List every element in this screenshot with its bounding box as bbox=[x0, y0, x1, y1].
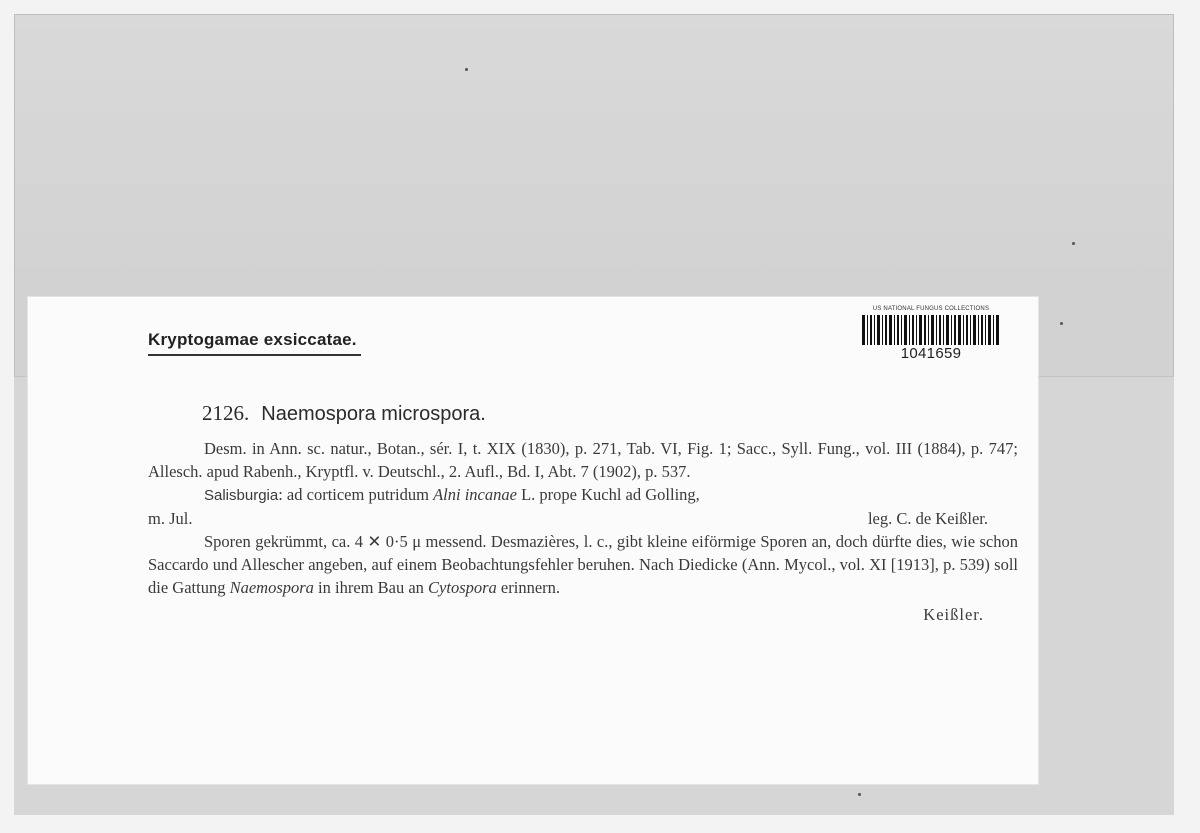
barcode bbox=[856, 306, 1006, 378]
paper-speck bbox=[1072, 242, 1075, 245]
paper-speck bbox=[858, 793, 861, 796]
locality-line bbox=[148, 483, 1018, 507]
entry-number: 2126. bbox=[202, 401, 250, 425]
date-collector-line bbox=[148, 507, 1018, 530]
collector: leg. C. de Keißler. bbox=[867, 509, 988, 528]
entry-heading bbox=[202, 398, 1018, 429]
paper-speck bbox=[465, 68, 468, 71]
barcode-number: 1041659 bbox=[900, 345, 962, 362]
locality-text-pre: : ad corticem putridum bbox=[278, 485, 434, 504]
locality-label: Salisburgia bbox=[204, 487, 279, 504]
description-part-1: Sporen gekrümmt, ca. 4 ✕ 0·5 μ messend. Desmazières, l. c., gibt kleine eiförmige Sporen an, doch dürfte dies, wie schon Saccardo und Allescher angeben, auf einem Beobachtungsfehler beruhen. Nach Diedicke (Ann. Mycol., vol. XI [1913], p. 539) soll die Gattung bbox=[148, 532, 1018, 597]
paper-speck bbox=[1060, 322, 1063, 325]
locality-text-post: L. prope Kuchl ad Golling, bbox=[516, 485, 700, 504]
exsiccata-entry bbox=[148, 398, 1018, 626]
description-part-3: erinnern. bbox=[496, 578, 561, 597]
genus-cytospora: Cytospora bbox=[428, 578, 497, 597]
barcode-bars bbox=[862, 315, 1000, 345]
description-part-2: in ihrem Bau an bbox=[313, 578, 429, 597]
genus-naemospora: Naemospora bbox=[229, 578, 314, 597]
species-name: Naemospora microspora. bbox=[261, 403, 486, 425]
series-title: Kryptogamae exsiccatae. bbox=[148, 330, 361, 356]
author-signature: Keißler. bbox=[923, 605, 984, 624]
literature-citation: Desm. in Ann. sc. natur., Botan., sér. I, t. XIX (1830), p. 271, Tab. VI, Fig. 1; Sacc., Syll. Fung., vol. III (1884), p. 747; Allesch. apud Rabenh., Kryptfl. v. Deutschl., 2. Aufl., Bd. I, Abt. 7 (1902), p. 537. bbox=[148, 439, 1018, 481]
collection-date: m. Jul. bbox=[148, 509, 193, 528]
host-name: Alni incanae bbox=[433, 485, 517, 504]
barcode-caption: US NATIONAL FUNGUS COLLECTIONS bbox=[872, 306, 990, 312]
description bbox=[148, 530, 1018, 599]
